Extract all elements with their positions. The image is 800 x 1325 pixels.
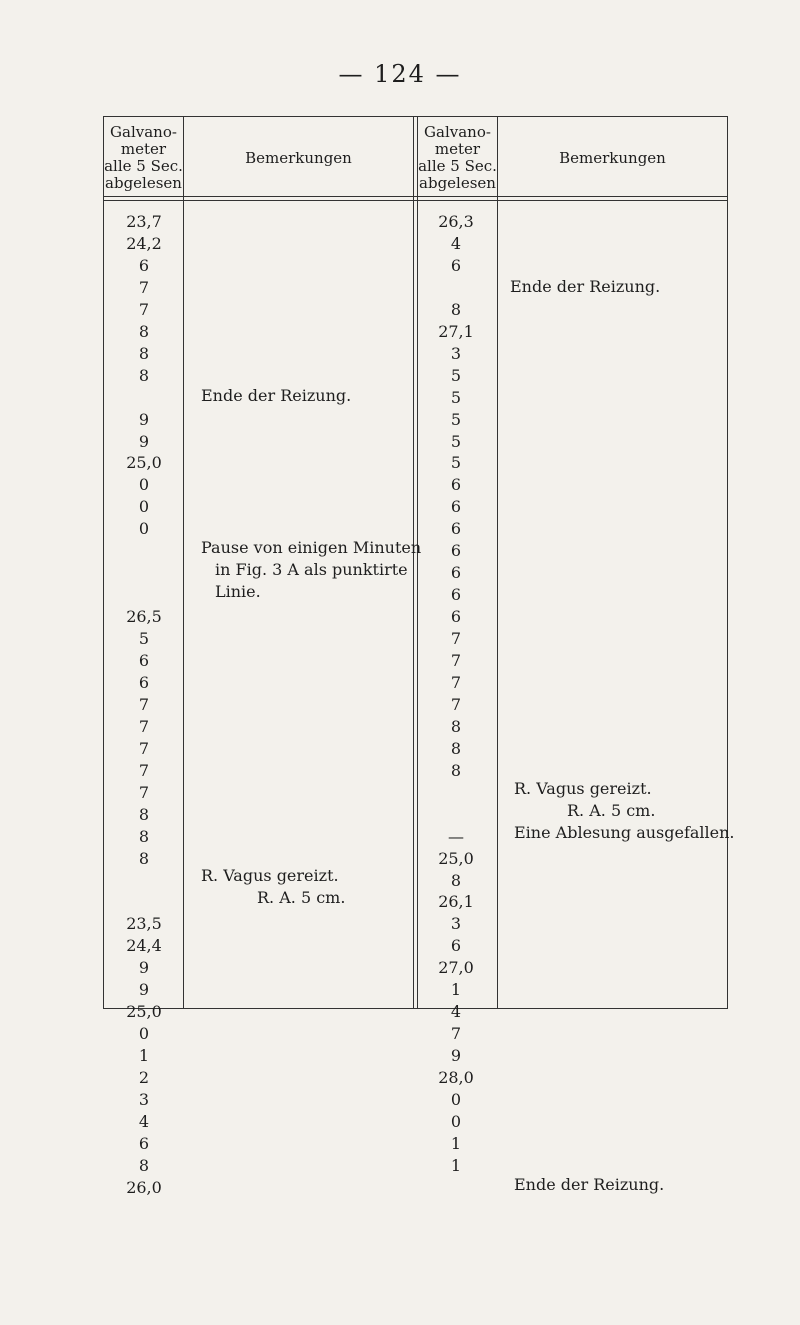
galvanometer-reading: 8 (138, 1155, 150, 1175)
galvanometer-reading: 7 (138, 277, 150, 297)
galvanometer-reading: 8 (138, 365, 150, 385)
galvanometer-reading: 7 (138, 299, 150, 319)
galvanometer-reading: 26,5 (126, 607, 162, 627)
galvanometer-reading: 6 (450, 497, 462, 517)
galvanometer-reading: 6 (138, 672, 150, 692)
remark-ende-der-reizung: Ende der Reizung. (201, 386, 352, 405)
galvanometer-reading: 7 (450, 694, 462, 714)
galvanometer-reading: 6 (450, 936, 462, 956)
galvanometer-reading: 8 (450, 299, 462, 319)
galvanometer-reading: 7 (450, 651, 462, 670)
remark-ende-der-reizung: Ende der Reizung. (514, 1175, 665, 1194)
remark-vagus-gereizt: R. Vagus gereizt. (201, 866, 339, 885)
galvanometer-reading: 8 (450, 870, 462, 890)
galvanometer-reading: 1 (450, 980, 462, 1000)
galvanometer-reading: 23,7 (126, 212, 162, 231)
galvanometer-reading: 7 (138, 716, 150, 736)
galvanometer-reading: 6 (450, 563, 462, 583)
galvanometer-reading: 3 (450, 343, 462, 363)
galvanometer-reading: 9 (138, 980, 150, 1000)
galvanometer-reading: 27,1 (438, 321, 474, 341)
galvanometer-reading: — (448, 826, 464, 846)
galvanometer-reading: 8 (450, 738, 462, 758)
galvanometer-reading: 2 (138, 1068, 150, 1088)
column-divider (183, 116, 184, 1009)
galvanometer-reading: 0 (138, 519, 150, 539)
galvanometer-reading: 26,0 (126, 1177, 162, 1197)
column-divider (497, 116, 498, 1009)
remark-ablesung-ausgefallen: Eine Ablesung ausgefallen. (514, 823, 735, 842)
galvanometer-reading: 26,3 (438, 212, 474, 231)
galvanometer-reading: 0 (138, 1024, 150, 1044)
galvanometer-reading: 8 (450, 760, 462, 780)
galvanometer-reading: 7 (138, 782, 150, 802)
header-rule (103, 200, 728, 201)
galvanometer-reading: 3 (450, 914, 462, 934)
galvanometer-reading: 7 (450, 672, 462, 692)
galvanometer-reading: 25,0 (126, 1002, 162, 1022)
galvanometer-reading: 6 (450, 607, 462, 627)
remark-pause-line2: in Fig. 3 A als punktirte (215, 560, 408, 579)
galvanometer-reading: 6 (138, 651, 150, 670)
galvanometer-reading: 3 (138, 1090, 150, 1109)
galvanometer-reading: 8 (138, 321, 150, 341)
remarks-header-left: Bemerkungen (245, 149, 352, 167)
galvanometer-reading: 8 (138, 826, 150, 846)
galvanometer-reading: 6 (450, 585, 462, 605)
remarks-header-right: Bemerkungen (559, 149, 666, 167)
remark-rollenabstand: R. A. 5 cm. (567, 801, 656, 820)
galvanometer-reading: 5 (450, 387, 462, 407)
remark-ende-der-reizung: Ende der Reizung. (510, 277, 661, 296)
data-table (103, 116, 728, 1009)
galvanometer-reading: 8 (138, 804, 150, 824)
galvanometer-reading: 24,4 (126, 936, 162, 956)
galvanometer-reading: 7 (138, 694, 150, 714)
galvanometer-reading: 5 (450, 409, 462, 429)
column-divider (413, 116, 414, 1009)
galvanometer-reading: 26,1 (438, 892, 474, 912)
remark-pause-line1: Pause von einigen Minuten (201, 538, 422, 557)
galvanometer-reading: 6 (450, 475, 462, 495)
galvanometer-reading: 0 (450, 1090, 462, 1109)
header-rule (103, 196, 728, 197)
galvanometer-reading: 6 (450, 255, 462, 275)
galvanometer-reading: 5 (450, 431, 462, 451)
galvanometer-reading: 7 (138, 738, 150, 758)
galvanometer-reading: 6 (450, 541, 462, 561)
galvanometer-reading: 7 (138, 760, 150, 780)
galvanometer-reading: 0 (450, 1111, 462, 1131)
galvanometer-reading: 5 (138, 629, 150, 649)
galvanometer-reading: 1 (450, 1155, 462, 1175)
galvanometer-reading: 23,5 (126, 914, 162, 934)
galvanometer-reading: 8 (138, 848, 150, 868)
galvanometer-reading: 4 (450, 1002, 462, 1022)
galvanometer-header-left: Galvano- meter alle 5 Sec. abgelesen (104, 123, 183, 192)
galvanometer-reading: 0 (138, 497, 150, 517)
galvanometer-header-right: Galvano- meter alle 5 Sec. abgelesen (418, 123, 497, 192)
galvanometer-reading: 9 (450, 1046, 462, 1066)
galvanometer-reading: 24,2 (126, 233, 162, 253)
galvanometer-reading: 25,0 (438, 848, 474, 868)
remark-pause-line3: Linie. (215, 582, 261, 601)
galvanometer-reading: 5 (450, 453, 462, 473)
galvanometer-reading: 7 (450, 629, 462, 649)
galvanometer-reading: 6 (450, 519, 462, 539)
galvanometer-reading: 0 (138, 475, 150, 495)
galvanometer-reading: 6 (138, 255, 150, 275)
galvanometer-reading: 9 (138, 409, 150, 429)
page-number: — 124 — (338, 60, 462, 88)
galvanometer-reading: 7 (450, 1024, 462, 1044)
galvanometer-reading: 1 (450, 1133, 462, 1153)
column-divider (417, 116, 418, 1009)
galvanometer-reading: 4 (450, 233, 462, 253)
galvanometer-reading: 6 (138, 1133, 150, 1153)
galvanometer-reading: 8 (138, 343, 150, 363)
remark-rollenabstand: R. A. 5 cm. (257, 888, 346, 907)
galvanometer-reading: 9 (138, 431, 150, 451)
galvanometer-reading: 5 (450, 365, 462, 385)
galvanometer-reading: 9 (138, 958, 150, 978)
galvanometer-reading: 1 (138, 1046, 150, 1066)
galvanometer-reading: 4 (138, 1111, 150, 1131)
galvanometer-reading: 28,0 (438, 1068, 474, 1088)
galvanometer-reading: 25,0 (126, 453, 162, 473)
galvanometer-reading: 27,0 (438, 958, 474, 978)
remark-vagus-gereizt: R. Vagus gereizt. (514, 779, 652, 798)
galvanometer-reading: 8 (450, 716, 462, 736)
